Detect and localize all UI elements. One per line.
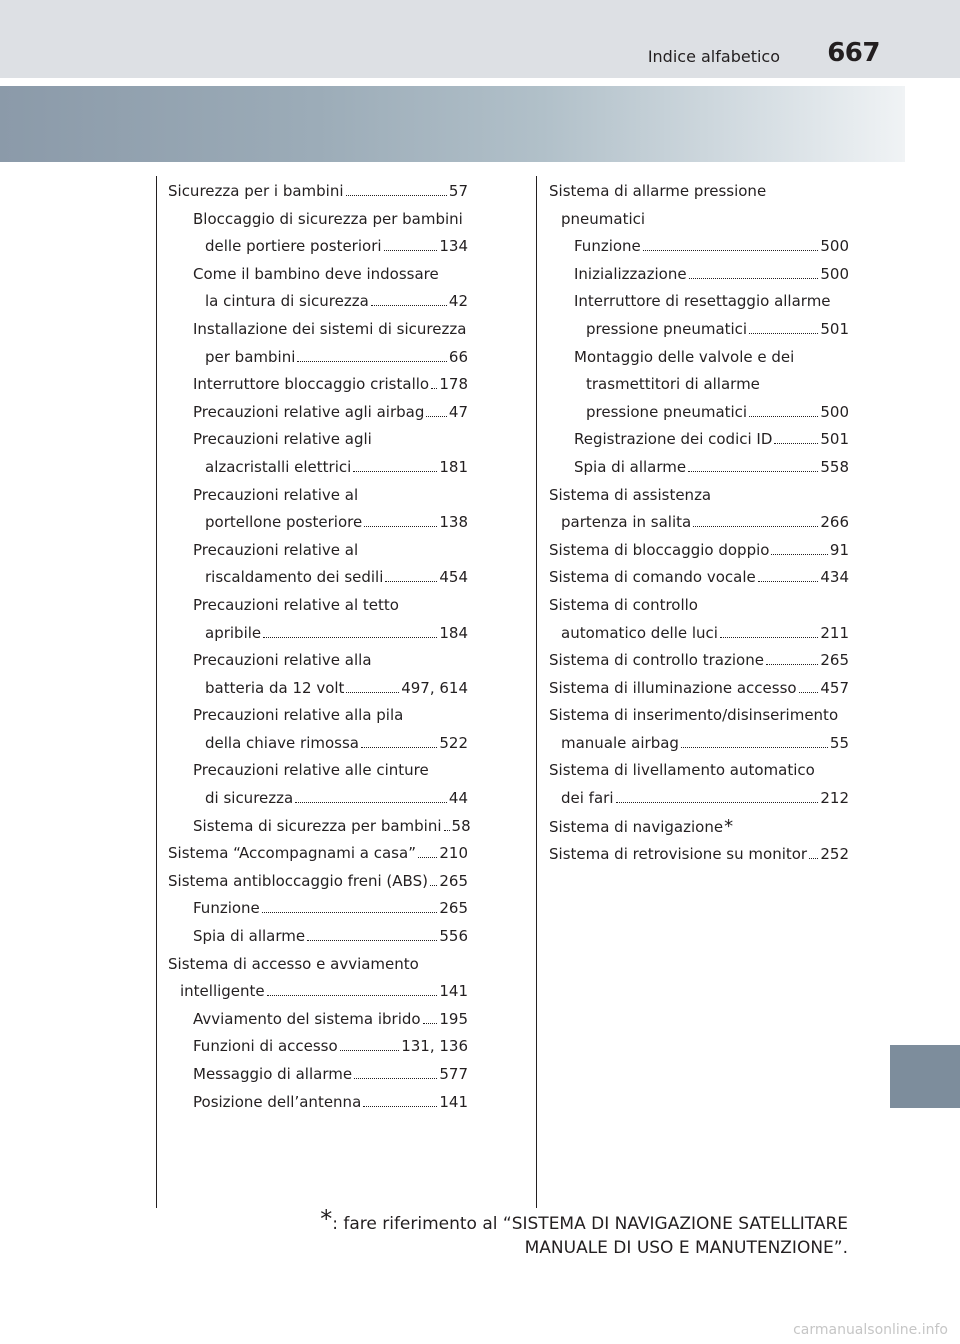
dot-leader bbox=[720, 637, 818, 638]
index-entry bbox=[549, 509, 849, 537]
entry-text: pneumatici bbox=[561, 209, 646, 228]
dot-leader bbox=[371, 305, 447, 306]
entry-page-number: 434 bbox=[820, 568, 849, 587]
entry-text: partenza in salita bbox=[561, 513, 692, 532]
dot-leader bbox=[799, 692, 819, 693]
entry-page-number: 55 bbox=[829, 733, 849, 752]
entry-page-number: 500 bbox=[820, 264, 849, 283]
index-entry bbox=[168, 288, 468, 316]
entry-text: Sistema di comando vocale bbox=[549, 568, 756, 587]
entry-page-number: 497, 614 bbox=[401, 678, 468, 697]
index-entry bbox=[549, 344, 849, 372]
entry-text: Precauzioni relative agli bbox=[193, 430, 372, 449]
entry-text: la cintura di sicurezza bbox=[205, 292, 369, 311]
entry-text: pressione pneumatici bbox=[586, 319, 748, 338]
page-number: 667 bbox=[827, 38, 880, 68]
entry-text: automatico delle luci bbox=[561, 623, 718, 642]
index-entry bbox=[549, 702, 849, 730]
dot-leader bbox=[353, 471, 437, 472]
index-entry bbox=[549, 399, 849, 427]
index-entry bbox=[168, 1033, 468, 1061]
entry-page-number: 138 bbox=[439, 513, 468, 532]
index-entry bbox=[549, 482, 849, 510]
dot-leader bbox=[749, 416, 818, 417]
dot-leader bbox=[384, 250, 438, 251]
index-column-left bbox=[168, 178, 471, 1116]
dot-leader bbox=[361, 747, 437, 748]
entry-page-number: 178 bbox=[439, 375, 468, 394]
entry-text: Interruttore bloccaggio cristallo bbox=[193, 375, 430, 394]
index-entry bbox=[168, 454, 468, 482]
dot-leader bbox=[263, 637, 437, 638]
dot-leader bbox=[758, 581, 819, 582]
dot-leader bbox=[689, 278, 819, 279]
entry-page-number: 265 bbox=[820, 651, 849, 670]
entry-text: Montaggio delle valvole e dei bbox=[574, 347, 795, 366]
entry-text: Funzione bbox=[574, 237, 641, 256]
entry-text: Sistema di inserimento/disinserimento bbox=[549, 706, 839, 725]
index-entry bbox=[168, 233, 468, 261]
entry-text: delle portiere posteriori bbox=[205, 237, 382, 256]
entry-text: portellone posteriore bbox=[205, 513, 363, 532]
index-entry bbox=[549, 647, 849, 675]
entry-text: Precauzioni relative al bbox=[193, 485, 359, 504]
entry-text: Sistema di controllo bbox=[549, 595, 698, 614]
dot-leader bbox=[354, 1078, 437, 1079]
dot-leader bbox=[364, 526, 437, 527]
dot-leader bbox=[346, 195, 447, 196]
index-entry bbox=[168, 426, 468, 454]
entry-text: Messaggio di allarme bbox=[193, 1065, 353, 1083]
index-entry bbox=[549, 757, 849, 785]
entry-page-number: 500 bbox=[820, 402, 849, 421]
entry-text: per bambini bbox=[205, 347, 296, 366]
index-entry bbox=[549, 564, 849, 592]
index-entry bbox=[168, 344, 468, 372]
entry-text: Sistema di illuminazione accesso bbox=[549, 678, 797, 697]
entry-text: della chiave rimossa bbox=[205, 733, 359, 752]
entry-text: Inizializzazione bbox=[574, 264, 687, 283]
index-entry bbox=[549, 426, 849, 454]
entry-page-number: 210 bbox=[439, 844, 468, 863]
dot-leader bbox=[774, 443, 818, 444]
index-entry bbox=[549, 813, 849, 842]
index-column-right bbox=[549, 178, 849, 869]
dot-leader bbox=[363, 1106, 437, 1107]
index-entry bbox=[168, 702, 468, 730]
dot-leader bbox=[430, 885, 437, 886]
dot-leader bbox=[418, 857, 437, 858]
dot-leader bbox=[766, 664, 818, 665]
index-entry bbox=[168, 620, 468, 648]
index-entry bbox=[168, 813, 471, 841]
index-entry bbox=[168, 730, 468, 758]
entry-page-number: 42 bbox=[448, 292, 468, 311]
index-entry bbox=[168, 482, 468, 510]
index-entry bbox=[168, 951, 468, 979]
entry-text: riscaldamento dei sedili bbox=[205, 568, 384, 587]
left-column-rule bbox=[156, 176, 157, 1208]
entry-text: Sistema di assistenza bbox=[549, 485, 712, 504]
entry-text: intelligente bbox=[180, 982, 265, 1001]
header-band bbox=[0, 0, 960, 78]
dot-leader bbox=[426, 416, 447, 417]
index-entry bbox=[168, 592, 468, 620]
dot-leader bbox=[297, 361, 447, 362]
entry-page-number: 212 bbox=[820, 789, 849, 808]
index-entry bbox=[168, 868, 468, 896]
index-entry bbox=[549, 537, 849, 565]
entry-text: Spia di allarme bbox=[193, 927, 306, 946]
index-entry bbox=[549, 288, 849, 316]
index-entry bbox=[168, 261, 468, 289]
index-entry bbox=[168, 399, 468, 427]
index-entry bbox=[168, 509, 468, 537]
dot-leader bbox=[340, 1050, 400, 1051]
middle-column-rule bbox=[536, 176, 537, 1208]
entry-page-number: 141 bbox=[439, 1092, 468, 1111]
entry-text: Funzione bbox=[193, 899, 260, 918]
entry-text: Precauzioni relative alla bbox=[193, 651, 372, 670]
entry-page-number: 66 bbox=[448, 347, 468, 366]
dot-leader bbox=[262, 912, 438, 913]
entry-page-number: 500 bbox=[820, 237, 849, 256]
entry-text: trasmettitori di allarme bbox=[586, 375, 760, 394]
entry-page-number: 252 bbox=[820, 845, 849, 864]
index-entry bbox=[168, 371, 468, 399]
index-entry bbox=[168, 923, 468, 951]
entry-text: Sistema di sicurezza per bambini bbox=[193, 816, 442, 835]
entry-text: Avviamento del sistema ibrido bbox=[193, 1009, 421, 1028]
entry-page-number: 184 bbox=[439, 623, 468, 642]
entry-text: Precauzioni relative alla pila bbox=[193, 706, 404, 725]
entry-page-number: 141 bbox=[439, 982, 468, 1001]
entry-text: pressione pneumatici bbox=[586, 402, 748, 421]
footnote bbox=[208, 1207, 848, 1260]
index-entry bbox=[168, 647, 468, 675]
entry-page-number: 47 bbox=[448, 402, 468, 421]
entry-page-number: 57 bbox=[448, 182, 468, 200]
entry-text: Sistema “Accompagnami a casa” bbox=[168, 844, 416, 863]
index-entry bbox=[168, 895, 468, 923]
footnote-marker: * bbox=[320, 1205, 333, 1233]
dot-leader bbox=[749, 333, 818, 334]
index-entry bbox=[549, 316, 849, 344]
header-banner bbox=[0, 86, 905, 162]
entry-text: Come il bambino deve indossare bbox=[193, 264, 439, 283]
entry-text: di sicurezza bbox=[205, 789, 294, 808]
entry-text: Precauzioni relative al tetto bbox=[193, 595, 399, 614]
entry-text: Bloccaggio di sicurezza per bambini bbox=[193, 209, 463, 228]
entry-text: Sistema di retrovisione su monitor bbox=[549, 845, 808, 864]
entry-text: Interruttore di resettaggio allarme bbox=[574, 292, 831, 311]
entry-text: Precauzioni relative alle cinture bbox=[193, 761, 429, 780]
dot-leader bbox=[267, 995, 438, 996]
entry-text: batteria da 12 volt bbox=[205, 678, 345, 697]
dot-leader bbox=[423, 1023, 438, 1024]
index-entry bbox=[549, 785, 849, 813]
index-entry bbox=[168, 206, 468, 234]
footnote-line-2: MANUALE DI USO E MANUTENZIONE”. bbox=[524, 1238, 848, 1258]
index-entry bbox=[549, 620, 849, 648]
dot-leader bbox=[693, 526, 818, 527]
entry-text: Spia di allarme bbox=[574, 457, 687, 476]
dot-leader bbox=[431, 388, 437, 389]
entry-text: Sistema di accesso e avviamento bbox=[168, 954, 419, 973]
index-entry bbox=[549, 178, 849, 206]
entry-page-number: 522 bbox=[439, 733, 468, 752]
index-entry bbox=[168, 785, 468, 813]
entry-page-number: 577 bbox=[439, 1065, 468, 1083]
index-entry bbox=[168, 178, 468, 206]
entry-page-number: 265 bbox=[439, 899, 468, 918]
index-entry bbox=[168, 316, 468, 344]
footnote-reference: * bbox=[724, 815, 734, 837]
dot-leader bbox=[616, 802, 819, 803]
entry-text: dei fari bbox=[561, 789, 614, 808]
entry-page-number: 454 bbox=[439, 568, 468, 587]
entry-page-number: 134 bbox=[439, 237, 468, 256]
dot-leader bbox=[643, 250, 819, 251]
entry-text: Funzioni di accesso bbox=[193, 1037, 338, 1056]
entry-page-number: 58 bbox=[451, 816, 471, 835]
dot-leader bbox=[307, 940, 437, 941]
watermark: carmanualsonline.info bbox=[793, 1322, 948, 1338]
index-entry bbox=[549, 206, 849, 234]
entry-page-number: 558 bbox=[820, 457, 849, 476]
index-entry bbox=[168, 1006, 468, 1034]
index-entry bbox=[168, 1089, 468, 1117]
entry-text: Installazione dei sistemi di sicurezza bbox=[193, 319, 467, 338]
index-entry bbox=[168, 978, 468, 1006]
dot-leader bbox=[385, 581, 437, 582]
entry-text: Sistema di allarme pressione bbox=[549, 182, 767, 200]
dot-leader bbox=[688, 471, 818, 472]
dot-leader bbox=[444, 830, 450, 831]
entry-text: apribile bbox=[205, 623, 262, 642]
entry-text: Sicurezza per i bambini bbox=[168, 182, 344, 200]
entry-text: Sistema di livellamento automatico bbox=[549, 761, 815, 780]
index-entry bbox=[549, 371, 849, 399]
index-entry bbox=[168, 564, 468, 592]
entry-page-number: 266 bbox=[820, 513, 849, 532]
index-entry bbox=[168, 840, 468, 868]
footnote-line-1: : fare riferimento al “SISTEMA DI NAVIGAZIONE SATELLITARE bbox=[332, 1214, 848, 1234]
entry-text: Sistema antibloccaggio freni (ABS) bbox=[168, 871, 428, 890]
index-entry bbox=[549, 454, 849, 482]
section-title: Indice alfabetico bbox=[647, 47, 780, 66]
entry-text: Posizione dell’antenna bbox=[193, 1092, 362, 1111]
dot-leader bbox=[771, 554, 827, 555]
index-entry bbox=[549, 592, 849, 620]
entry-page-number: 556 bbox=[439, 927, 468, 946]
index-entry bbox=[549, 675, 849, 703]
entry-text: Precauzioni relative al bbox=[193, 540, 359, 559]
index-entry bbox=[549, 233, 849, 261]
dot-leader bbox=[346, 692, 399, 693]
entry-page-number: 501 bbox=[820, 319, 849, 338]
entry-page-number: 181 bbox=[439, 457, 468, 476]
entry-page-number: 457 bbox=[820, 678, 849, 697]
index-entry bbox=[549, 261, 849, 289]
entry-text: Precauzioni relative agli airbag bbox=[193, 402, 425, 421]
dot-leader bbox=[681, 747, 828, 748]
entry-page-number: 131, 136 bbox=[401, 1037, 468, 1056]
entry-page-number: 195 bbox=[439, 1009, 468, 1028]
index-entry bbox=[549, 841, 849, 869]
entry-page-number: 211 bbox=[820, 623, 849, 642]
index-entry bbox=[168, 757, 468, 785]
entry-text: Registrazione dei codici ID bbox=[574, 430, 773, 449]
entry-text: alzacristalli elettrici bbox=[205, 457, 352, 476]
index-entry bbox=[549, 730, 849, 758]
index-entry bbox=[168, 1061, 468, 1089]
index-entry bbox=[168, 675, 468, 703]
dot-leader bbox=[809, 858, 818, 859]
entry-page-number: 501 bbox=[820, 430, 849, 449]
entry-page-number: 44 bbox=[448, 789, 468, 808]
entry-text: manuale airbag bbox=[561, 733, 679, 752]
entry-page-number: 265 bbox=[439, 871, 468, 890]
entry-text: Sistema di controllo trazione bbox=[549, 651, 764, 670]
index-entry bbox=[168, 537, 468, 565]
dot-leader bbox=[295, 802, 447, 803]
section-tab bbox=[890, 1045, 960, 1108]
entry-page-number: 91 bbox=[829, 540, 849, 559]
entry-text: Sistema di navigazione bbox=[549, 817, 724, 836]
entry-text: Sistema di bloccaggio doppio bbox=[549, 540, 770, 559]
